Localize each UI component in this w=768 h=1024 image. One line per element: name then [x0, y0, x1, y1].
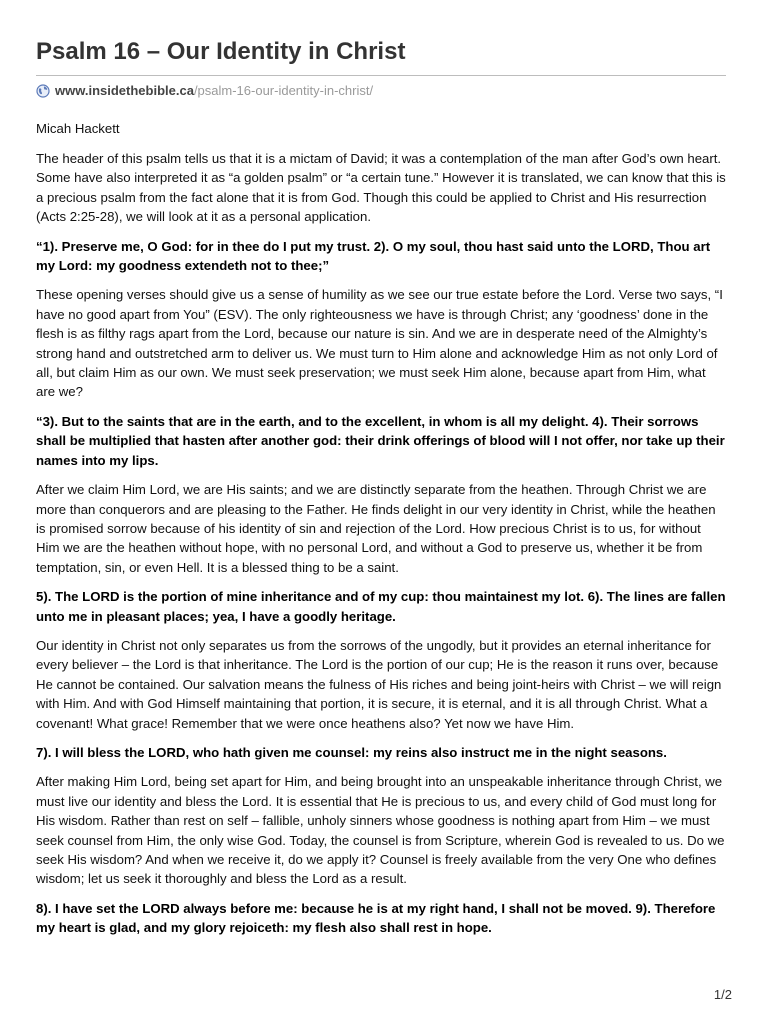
globe-icon	[36, 84, 50, 98]
source-path[interactable]: /psalm-16-our-identity-in-christ/	[193, 83, 374, 98]
author-name: Micah Hackett	[36, 121, 120, 136]
page-number: 1/2	[713, 987, 732, 1002]
body-paragraph: Our identity in Christ not only separates us from the sorrows of the ungodly, but it provides an eternal inheritance for every believer – the Lord is that inheritance. The Lord is the portion of our cup; He is the reason it runs over, because He cannot be contained. Our salvation means the fulness of His riches and being joint-heirs with Christ – we will reign with Him. And with God Himself maintaining that portion, it is secure, it is eternal, and it is all through Christ. What a covenant! What grace! Remember that we were once heathens also? Yet now we have Him.	[36, 637, 722, 731]
scripture-verse: 5). The LORD is the portion of mine inheritance and of my cup: thou maintainest my lot. 6). The lines are fallen unto me in pleasant places; yea, I have a goodly heritage.	[36, 589, 726, 624]
source-link[interactable]	[36, 82, 726, 100]
scripture-verse: “3). But to the saints that are in the earth, and to the excellent, in whom is all my delight. 4). Their sorrows shall be multiplied that hasten after another god: their drink offerings of blood will I not offer, nor take up their names into my lips.	[36, 413, 725, 468]
body-paragraph: After we claim Him Lord, we are His saints; and we are distinctly separate from the heathen. Through Christ we are more than conquerors and are pleasing to the Father. He finds delight in our very identity in Christ, while the heathen is promised sorrow because of his identity of sin and rejection of the Lord. How precious Christ is to us, for without Him we are the heathen without hope, with no personal Lord, and without a God to preserve us, whether it be from temptation, sin, or even Hell. It is a blessed thing to be a saint.	[36, 482, 716, 575]
page-title: Psalm 16 – Our Identity in Christ	[36, 38, 406, 65]
source-domain[interactable]: www.insidethebible.ca	[55, 83, 194, 98]
article-page	[36, 36, 726, 938]
body-paragraph: The header of this psalm tells us that it is a mictam of David; it was a contemplation of the man after God’s own heart. Some have also interpreted it as “a golden psalm” or “a certain tune.” However it is translated, we can know that this is a precious psalm from the fact alone that it is from God. Though this could be applied to Christ and His resurrection (Acts 2:25-28), we will look at it as a personal application.	[36, 151, 726, 225]
body-paragraph: After making Him Lord, being set apart for Him, and being brought into an unspeakable inheritance through Christ, we must live our identity and bless the Lord. It is essential that He is precious to us, and every child of God must long for His wisdom. Rather than rest on self – fallible, unholy sinners whose goodness is nothing apart from Him – we must seek counsel from Him, the only wise God. Today, the counsel is from Scripture, wherein God is revealed to us. Do we seek His wisdom? And when we receive it, do we apply it? Counsel is freely available from the very One who defines wisdom; let us seek it thoroughly and bless the Lord as a result.	[36, 774, 725, 887]
title-divider	[36, 75, 726, 76]
body-paragraph: These opening verses should give us a sense of humility as we see our true estate before the Lord. Verse two says, “I have no good apart from You” (ESV). The only righteousness we have is through Christ; any ‘goodness’ done in the flesh is as filthy rags apart from the Lord, because our nature is sin. And we are in desperate need of the Almighty’s strong hand and outstretched arm to deliver us. We must turn to Him alone and acknowledge Him as not only Lord of all, but claim Him as our own. We must seek preservation; we must seek Him alone, because apart from Him, what are we?	[36, 287, 723, 400]
scripture-verse: 7). I will bless the LORD, who hath given me counsel: my reins also instruct me in the night seasons.	[36, 744, 667, 760]
scripture-verse: “1). Preserve me, O God: for in thee do I put my trust. 2). O my soul, thou hast said unto the LORD, Thou art my Lord: my goodness extendeth not to thee;”	[36, 238, 711, 274]
scripture-verse: 8). I have set the LORD always before me: because he is at my right hand, I shall not be moved. 9). Therefore my heart is glad, and my glory rejoiceth: my flesh also shall rest in hope.	[36, 900, 716, 936]
